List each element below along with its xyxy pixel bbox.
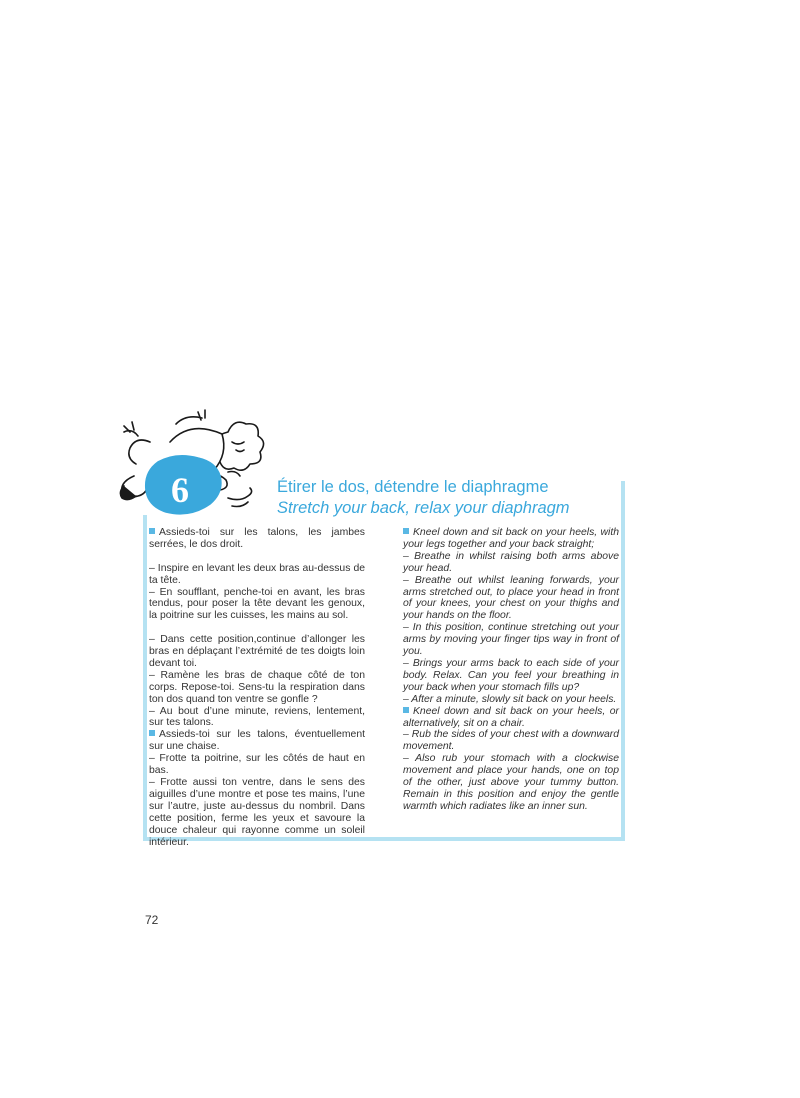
english-column — [403, 527, 619, 813]
title-french: Étirer le dos, détendre le diaphragme — [277, 478, 549, 496]
english-paragraph: – Breathe in whilst raising both arms above your head. — [403, 550, 619, 574]
exercise-number: 6 — [171, 470, 189, 510]
french-paragraph: – Inspire en levant les deux bras au-dessus de ta tête. — [149, 562, 365, 586]
french-paragraph: – En soufflant, penche-toi en avant, les bras tendus, pour poser la tête devant les genoux, la poitrine sur les cuisses, les mains au sol. — [149, 586, 365, 622]
french-paragraph: – Au bout d’une minute, reviens, lentement, sur tes talons. — [149, 705, 365, 729]
english-paragraph: Kneel down and sit back on your heels, or alternatively, sit on a chair. — [403, 705, 619, 729]
square-bullet-icon — [149, 730, 155, 736]
square-bullet-icon — [403, 528, 409, 534]
french-paragraph: – Dans cette position,continue d’allonger les bras en déplaçant l’extrémité de tes doigts loin devant toi. — [149, 634, 365, 669]
title-block — [277, 477, 570, 519]
square-bullet-icon — [149, 528, 155, 534]
french-paragraph: – Frotte aussi ton ventre, dans le sens des aiguilles d’une montre et pose tes mains, l’une sur l’autre, juste au-dessus du nombril. Dans cette position, ferme les yeux et savoure la douce chaleur qui rayonne comme un soleil intérieur. — [149, 777, 365, 848]
english-paragraph: – Also rub your stomach with a clockwise movement and place your hands, one on top of the other, just above your tummy button. Remain in this position and enjoy the gentle warmth which radiates like an inner sun. — [403, 753, 619, 812]
french-paragraph: – Frotte ta poitrine, sur les côtés de haut en bas. — [149, 753, 365, 777]
mascot-illustration — [110, 402, 270, 527]
english-paragraph: – In this position, continue stretching out your arms by moving your finger tips way in front of you. — [403, 622, 619, 658]
frame-border-left — [143, 515, 147, 841]
square-bullet-icon — [403, 707, 409, 713]
frame-border-right — [621, 481, 625, 841]
title-english: Stretch your back, relax your diaphragm — [277, 499, 570, 517]
english-paragraph: – Rub the sides of your chest with a downward movement. — [403, 729, 619, 753]
french-column — [149, 527, 365, 848]
english-paragraph: Kneel down and sit back on your heels, with your legs together and your back straight; — [403, 527, 619, 550]
page-number: 72 — [145, 913, 159, 927]
english-paragraph: – Breathe out whilst leaning forwards, your arms stretched out, to place your head in front of your knees, your chest on your thighs and your hands on the floor. — [403, 574, 619, 622]
english-paragraph: – Brings your arms back to each side of your body. Relax. Can you feel your breathing in your back when your stomach fills up? — [403, 657, 619, 693]
english-paragraph: – After a minute, slowly sit back on your heels. — [403, 693, 617, 705]
french-paragraph: Assieds-toi sur les talons, les jambes serrées, le dos droit. — [149, 527, 365, 550]
french-paragraph: – Ramène les bras de chaque côté de ton corps. Repose-toi. Sens-tu la respiration dans ton dos quand ton ventre se gonfle ? — [149, 669, 365, 705]
french-paragraph: Assieds-toi sur les talons, éventuellement sur une chaise. — [149, 729, 365, 753]
